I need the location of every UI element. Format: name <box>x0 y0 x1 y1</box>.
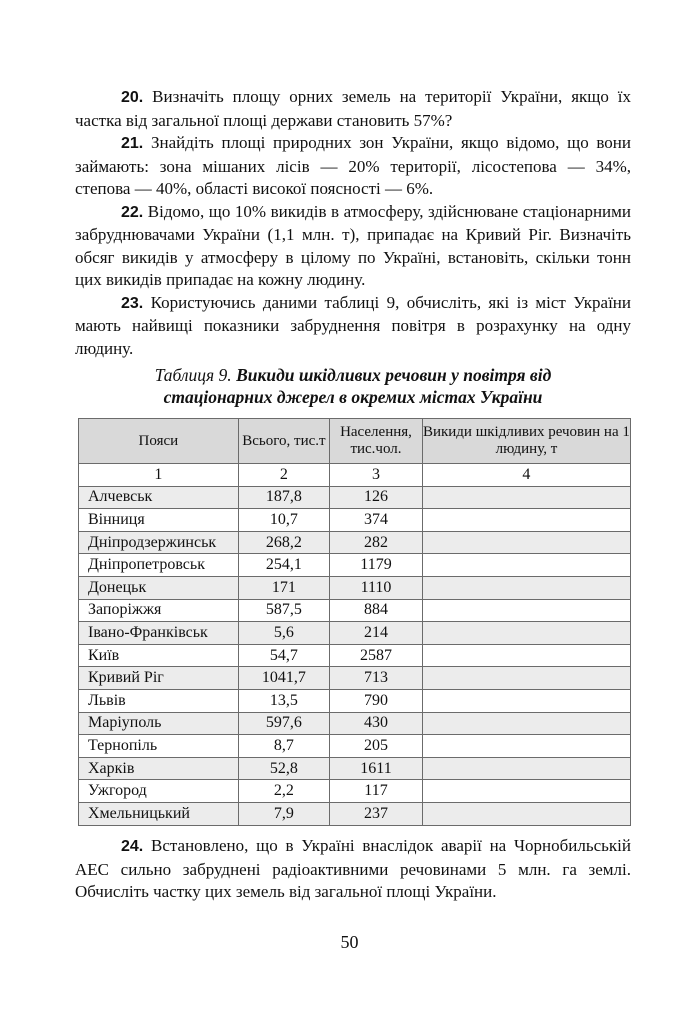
table-row <box>79 667 631 690</box>
total-cell: 171 <box>238 576 329 599</box>
per-person-cell <box>422 712 630 735</box>
total-cell: 52,8 <box>238 757 329 780</box>
table-row <box>79 689 631 712</box>
city-cell: Ужгород <box>79 780 239 803</box>
city-cell: Івано-Франківськ <box>79 622 239 645</box>
task-21 <box>75 132 631 201</box>
total-cell: 254,1 <box>238 554 329 577</box>
task-number: 21. <box>121 135 144 152</box>
table-row <box>79 486 631 509</box>
task-24 <box>75 835 631 904</box>
task-text: Знайдіть площі природних зон України, якщо відомо, що вони займають: зона мішаних лісів — 20% території, лісостепова — 34%, степова — 40%, області високої поясності — 6%. <box>75 133 631 198</box>
population-cell: 237 <box>330 802 423 825</box>
city-cell: Кривий Ріг <box>79 667 239 690</box>
column-number: 3 <box>330 464 423 487</box>
total-cell: 587,5 <box>238 599 329 622</box>
table-row <box>79 599 631 622</box>
total-cell: 54,7 <box>238 644 329 667</box>
population-cell: 430 <box>330 712 423 735</box>
city-cell: Тернопіль <box>79 735 239 758</box>
city-cell: Донецьк <box>79 576 239 599</box>
city-cell: Хмельницький <box>79 802 239 825</box>
per-person-cell <box>422 735 630 758</box>
page-number: 50 <box>340 932 359 952</box>
population-cell: 1179 <box>330 554 423 577</box>
city-cell: Маріуполь <box>79 712 239 735</box>
city-cell: Харків <box>79 757 239 780</box>
per-person-cell <box>422 554 630 577</box>
page-body-bottom <box>75 835 631 904</box>
population-cell: 1110 <box>330 576 423 599</box>
emissions-table <box>78 418 631 826</box>
city-cell: Дніпропетровськ <box>79 554 239 577</box>
table-body <box>79 464 631 826</box>
per-person-cell <box>422 667 630 690</box>
task-number: 22. <box>121 203 144 221</box>
table-caption-line-1 <box>75 364 631 386</box>
population-cell: 713 <box>330 667 423 690</box>
column-number: 1 <box>79 464 239 487</box>
column-number-row <box>79 464 631 487</box>
task-text: Визначіть площу орних земель на території України, якщо їх частка від загальної площі держави становить 57%? <box>75 87 632 130</box>
table-caption-title-1: Викиди шкідливих речовин у повітря від <box>236 365 552 385</box>
population-cell: 214 <box>330 622 423 645</box>
per-person-cell <box>422 757 630 780</box>
per-person-cell <box>422 486 630 509</box>
population-cell: 282 <box>330 531 423 554</box>
table-row <box>79 554 631 577</box>
task-number: 23. <box>121 294 144 312</box>
table-row <box>79 576 631 599</box>
table-row <box>79 735 631 758</box>
per-person-cell <box>422 576 630 599</box>
total-cell: 13,5 <box>238 689 329 712</box>
per-person-cell <box>422 599 630 622</box>
city-cell: Алчевськ <box>79 486 239 509</box>
table-row <box>79 780 631 803</box>
city-cell: Запоріжжя <box>79 599 239 622</box>
table-row <box>79 644 631 667</box>
task-23 <box>75 292 631 361</box>
population-cell: 205 <box>330 735 423 758</box>
task-22 <box>75 201 631 292</box>
total-cell: 187,8 <box>238 486 329 509</box>
per-person-cell <box>422 509 630 532</box>
city-cell: Дніпродзержинськ <box>79 531 239 554</box>
table-row <box>79 509 631 532</box>
column-header-population: Населення, тис.чол. <box>330 419 423 464</box>
table-row <box>79 712 631 735</box>
column-number: 4 <box>422 464 630 487</box>
column-header-city: Пояси <box>79 419 239 464</box>
population-cell: 1611 <box>330 757 423 780</box>
total-cell: 597,6 <box>238 712 329 735</box>
total-cell: 1041,7 <box>238 667 329 690</box>
column-number: 2 <box>238 464 329 487</box>
per-person-cell <box>422 780 630 803</box>
total-cell: 5,6 <box>238 622 329 645</box>
total-cell: 268,2 <box>238 531 329 554</box>
city-cell: Львів <box>79 689 239 712</box>
population-cell: 117 <box>330 780 423 803</box>
population-cell: 374 <box>330 509 423 532</box>
total-cell: 10,7 <box>238 509 329 532</box>
task-number: 24. <box>121 838 144 855</box>
population-cell: 790 <box>330 689 423 712</box>
table-row <box>79 802 631 825</box>
per-person-cell <box>422 622 630 645</box>
table-caption-label: Таблиця 9. <box>154 365 232 385</box>
column-header-per-person: Викиди шкідливих речовин на 1 людину, т <box>422 419 630 464</box>
per-person-cell <box>422 531 630 554</box>
table-caption <box>75 364 631 408</box>
population-cell: 126 <box>330 486 423 509</box>
population-cell: 2587 <box>330 644 423 667</box>
task-number: 20. <box>121 89 144 106</box>
per-person-cell <box>422 644 630 667</box>
task-text: Встановлено, що в Україні внаслідок аварії на Чорнобильській АЕС сильно забруднені радіоактивними речовинами 5 млн. га землі. Обчисліть частку цих земель від загальної площі України. <box>75 836 631 901</box>
table-row <box>79 531 631 554</box>
table-caption-title-2: стаціонарних джерел в окремих містах України <box>163 387 543 407</box>
task-text: Відомо, що 10% викидів в атмосферу, здійснюване стаціонарними забруднювачами України (1,1 млн. т), припадає на Кривий Ріг. Визначіть обсяг викидів у атмосферу в цілому по Україні, встановіть, скільки тонн цих викидів припадає на кожну людину. <box>75 201 631 289</box>
total-cell: 8,7 <box>238 735 329 758</box>
table-header-row <box>79 419 631 464</box>
per-person-cell <box>422 802 630 825</box>
per-person-cell <box>422 689 630 712</box>
table-row <box>79 757 631 780</box>
city-cell: Вінниця <box>79 509 239 532</box>
total-cell: 7,9 <box>238 802 329 825</box>
total-cell: 2,2 <box>238 780 329 803</box>
task-20 <box>75 86 631 132</box>
table-row <box>79 622 631 645</box>
task-text: Користуючись даними таблиці 9, обчисліть, які із міст України мають найвищі показники забруднення повітря в розрахунку на одну людину. <box>75 292 631 358</box>
city-cell: Київ <box>79 644 239 667</box>
page-body <box>75 86 631 408</box>
population-cell: 884 <box>330 599 423 622</box>
column-header-total: Всього, тис.т <box>238 419 329 464</box>
